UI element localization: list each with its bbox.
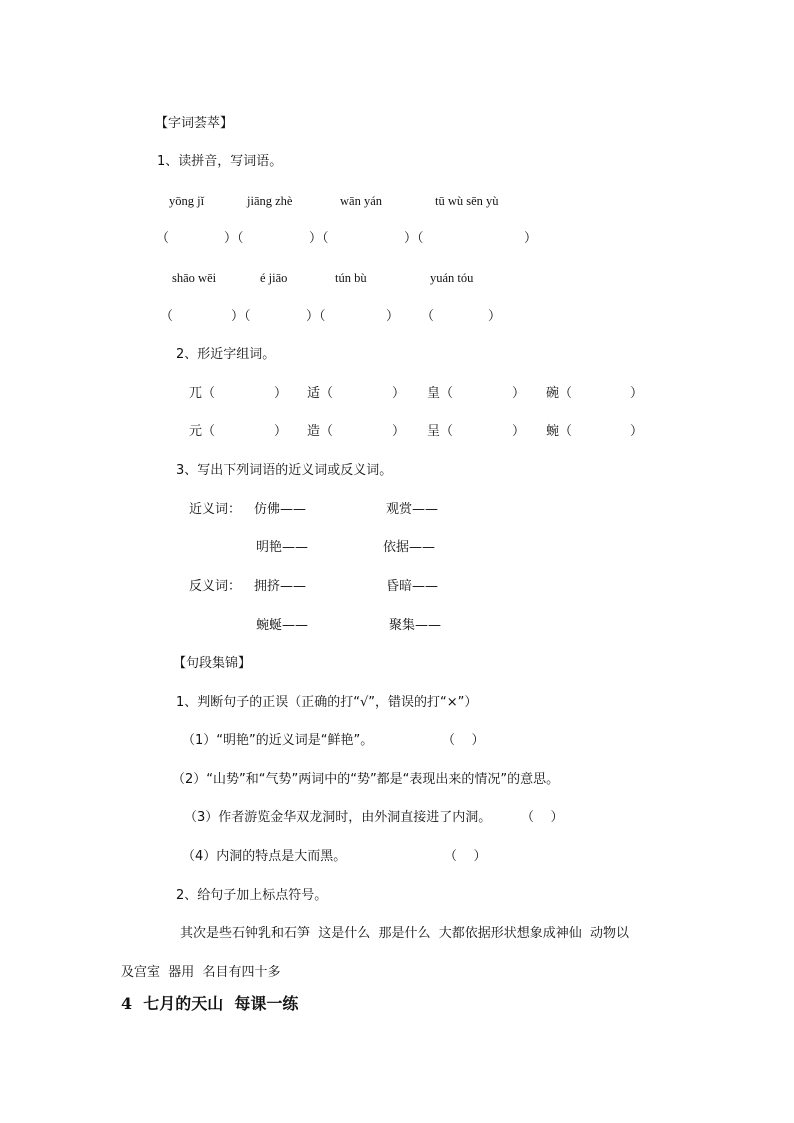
similar-char-close: ）	[630, 386, 644, 401]
judge-item-4: （4）内洞的特点是大而黑。	[182, 849, 347, 864]
similar-char-item: 元（	[189, 424, 216, 439]
similar-char-close: ）	[392, 386, 406, 401]
similar-char-item: 造（	[307, 424, 334, 439]
answer-paren: ）	[488, 309, 502, 324]
pinyin-wan-yan: wān yán	[340, 194, 382, 208]
antonym-item: 昏暗——	[386, 579, 439, 594]
synonym-label: 近义词：	[189, 502, 242, 517]
judge-paren-4: （ ）	[444, 849, 487, 864]
antonym-item: 拥挤——	[254, 579, 307, 594]
similar-char-item: 蜿（	[546, 424, 573, 439]
judge-item-2: （2）“山势”和“气势”两词中的“势”都是“表现出来的情况”的意思。	[172, 772, 560, 787]
answer-paren: ）（	[231, 309, 251, 324]
punctuation-line-2: 及宫室 器用 名目有四十多	[121, 965, 281, 980]
answer-paren: ）（	[224, 231, 244, 246]
similar-char-close: ）	[392, 424, 406, 439]
synonym-item: 观赏——	[386, 502, 439, 517]
pinyin-jiang-zhe: jiāng zhè	[247, 194, 293, 208]
answer-paren: ）（	[404, 231, 424, 246]
synonym-item: 依据——	[383, 540, 436, 555]
antonym-item: 蜿蜒——	[256, 618, 309, 633]
answer-paren: ）	[524, 231, 538, 246]
antonym-item: 聚集——	[389, 618, 442, 633]
similar-char-item: 适（	[307, 386, 334, 401]
similar-char-close: ）	[630, 424, 644, 439]
similar-char-close: ）	[512, 386, 526, 401]
judge-item-1: （1）“明艳”的近义词是“鲜艳”。	[182, 733, 374, 748]
similar-char-item: 兀（	[189, 386, 216, 401]
question-2-prompt: 2、形近字组词。	[176, 347, 276, 362]
answer-paren: （	[156, 231, 170, 246]
answer-paren: （	[421, 309, 435, 324]
lesson-heading: 4 七月的天山 每课一练	[121, 994, 299, 1013]
pinyin-yong-ji: yōng jǐ	[169, 194, 205, 208]
pinyin-yuan-tou: yuán tóu	[430, 271, 474, 285]
judge-paren-1: （ ）	[442, 733, 485, 748]
similar-char-close: ）	[274, 424, 288, 439]
similar-char-item: 皇（	[427, 386, 454, 401]
answer-paren: ）（	[306, 309, 326, 324]
similar-char-close: ）	[512, 424, 526, 439]
punctuation-line-1: 其次是些石钟乳和石笋 这是什么 那是什么 大都依据形状想象成神仙 动物以	[180, 926, 630, 941]
punctuation-prompt: 2、给句子加上标点符号。	[176, 888, 328, 903]
section-title-sentences: 【句段集锦】	[173, 656, 252, 671]
answer-paren: ）	[386, 309, 400, 324]
pinyin-e-jiao: é jiāo	[260, 271, 288, 285]
synonym-item: 明艳——	[256, 540, 309, 555]
section-title-words: 【字词荟萃】	[155, 116, 234, 131]
antonym-label: 反义词：	[189, 579, 242, 594]
pinyin-shao-wei: shāo wēi	[172, 271, 217, 285]
pinyin-tu-wu-sen-yu: tū wù sēn yù	[435, 194, 499, 208]
question-1-prompt: 1、读拼音，写词语。	[157, 154, 283, 169]
answer-paren: ）（	[309, 231, 329, 246]
synonym-item: 仿佛——	[254, 502, 307, 517]
similar-char-close: ）	[274, 386, 288, 401]
judge-prompt: 1、判断句子的正误（正确的打“√”，错误的打“×”）	[176, 695, 478, 710]
pinyin-tun-bu: tún bù	[335, 271, 367, 285]
question-3-prompt: 3、写出下列词语的近义词或反义词。	[176, 463, 393, 478]
judge-item-3: （3）作者游览金华双龙洞时，由外洞直接进了内洞。	[184, 810, 492, 825]
answer-paren: （	[160, 309, 174, 324]
similar-char-item: 碗（	[546, 386, 573, 401]
judge-paren-3: （ ）	[521, 810, 564, 825]
similar-char-item: 呈（	[427, 424, 454, 439]
